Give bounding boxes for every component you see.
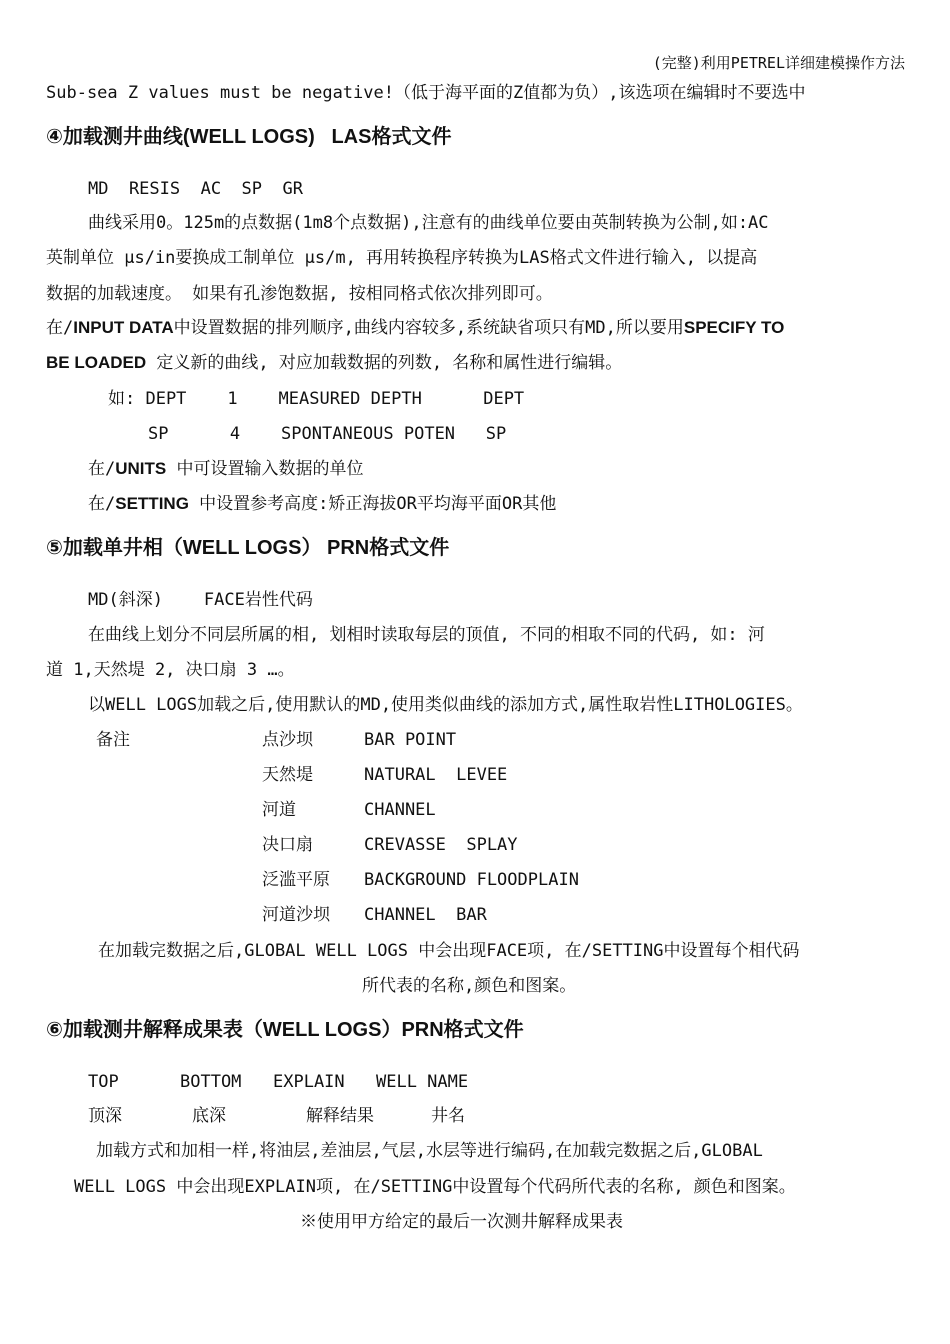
sec6-col-en: EXPLAIN <box>273 1072 345 1092</box>
text-run: 中设置参考高度:矫正海拔OR平均海平面OR其他 <box>188 494 557 514</box>
sec4-example-2: SP 4 SPONTANEOUS POTEN SP <box>148 424 507 444</box>
sec5-columns: MD(斜深) FACE岩性代码 <box>88 590 313 610</box>
text-run: 在/ <box>88 459 116 479</box>
facies-cn: 天然堤 <box>262 765 313 785</box>
sec4-p2-line1 <box>46 317 784 339</box>
facies-cn: 泛滥平原 <box>262 870 330 890</box>
sec6-note: ※使用甲方给定的最后一次测井解释成果表 <box>300 1212 623 1232</box>
sec6-col-cn: 解释结果 <box>306 1106 374 1126</box>
sec4-p1-line3: 数据的加载速度。 如果有孔渗饱数据, 按相同格式依次排列即可。 <box>46 284 553 304</box>
page-header: (完整)利用PETREL详细建模操作方法 <box>652 54 905 72</box>
sec6-p1-line1: 加载方式和加相一样,将油层,差油层,气层,水层等进行编码,在加载完数据之后,GLOBAL <box>96 1141 763 1161</box>
facies-en: BAR POINT <box>364 730 457 750</box>
facies-cn: 河道 <box>262 800 296 820</box>
keyword-input-data: INPUT DATA <box>73 318 174 337</box>
sec5-p2: 以WELL LOGS加载之后,使用默认的MD,使用类似曲线的添加方式,属性取岩性LITHOLOGIES。 <box>88 695 803 715</box>
sec4-p1-line2: 英制单位 μs/in要换成工制单位 μs/m, 再用转换程序转换为LAS格式文件进行输入, 以提高 <box>46 248 758 268</box>
section-4-heading: ④加载测井曲线(WELL LOGS) LAS格式文件 <box>46 126 452 148</box>
facies-en: BACKGROUND FLOODPLAIN <box>364 870 579 890</box>
sec5-p1-line1: 在曲线上划分不同层所属的相, 划相时读取每层的顶值, 不同的相取不同的代码, 如: 河 <box>88 625 765 645</box>
text-run: 在/ <box>88 494 116 514</box>
sec6-col-en: WELL NAME <box>376 1072 469 1092</box>
intro-line: Sub-sea Z values must be negative!（低于海平面的Z值都为负）,该选项在编辑时不要选中 <box>46 83 806 103</box>
facies-en: CHANNEL BAR <box>364 905 487 925</box>
text-run: 中设置数据的排列顺序,曲线内容较多,系统缺省项只有MD,所以要用 <box>173 318 684 338</box>
keyword-be-loaded: BE LOADED <box>46 353 147 372</box>
sec6-col-cn: 底深 <box>192 1106 226 1126</box>
sec6-col-cn: 顶深 <box>88 1106 122 1126</box>
section-6-heading: ⑥加载测井解释成果表（WELL LOGS）PRN格式文件 <box>46 1019 524 1041</box>
facies-en: NATURAL LEVEE <box>364 765 508 785</box>
keyword-specify-to: SPECIFY TO <box>683 318 785 337</box>
sec4-example-1: 如: DEPT 1 MEASURED DEPTH DEPT <box>108 389 525 409</box>
facies-cn: 河道沙坝 <box>262 905 330 925</box>
sec6-col-cn: 井名 <box>431 1106 465 1126</box>
sec6-p1-line2: WELL LOGS 中会出现EXPLAIN项, 在/SETTING中设置每个代码所代表的名称, 颜色和图案。 <box>74 1177 796 1197</box>
text-run: 定义新的曲线, 对应加载数据的列数, 名称和属性进行编辑。 <box>146 353 623 373</box>
sec4-columns: MD RESIS AC SP GR <box>88 179 303 199</box>
section-5-heading: ⑤加载单井相（WELL LOGS） PRN格式文件 <box>46 537 450 559</box>
sec5-p3-line1: 在加载完数据之后,GLOBAL WELL LOGS 中会出现FACE项, 在/SETTING中设置每个相代码 <box>98 941 800 961</box>
sec4-units-line <box>88 458 363 480</box>
text-run: 中可设置输入数据的单位 <box>166 459 364 479</box>
sec6-col-en: TOP <box>88 1072 119 1092</box>
keyword-units: UNITS <box>115 459 167 478</box>
facies-cn: 决口扇 <box>262 835 313 855</box>
sec5-p3-line2: 所代表的名称,颜色和图案。 <box>362 976 577 996</box>
sec6-col-en: BOTTOM <box>180 1072 242 1092</box>
sec4-p2-line2 <box>46 352 622 374</box>
text-run: 在/ <box>46 318 74 338</box>
sec4-setting-line <box>88 493 556 515</box>
facies-en: CHANNEL <box>364 800 436 820</box>
keyword-setting: SETTING <box>115 494 189 513</box>
facies-cn: 点沙坝 <box>262 730 313 750</box>
sec4-p1-line1: 曲线采用0。125m的点数据(1m8个点数据),注意有的曲线单位要由英制转换为公制,如:AC <box>88 213 769 233</box>
sec5-p1-line2: 道 1,天然堤 2, 决口扇 3 …。 <box>46 660 295 680</box>
sec5-note-label: 备注 <box>96 730 130 750</box>
facies-en: CREVASSE SPLAY <box>364 835 518 855</box>
